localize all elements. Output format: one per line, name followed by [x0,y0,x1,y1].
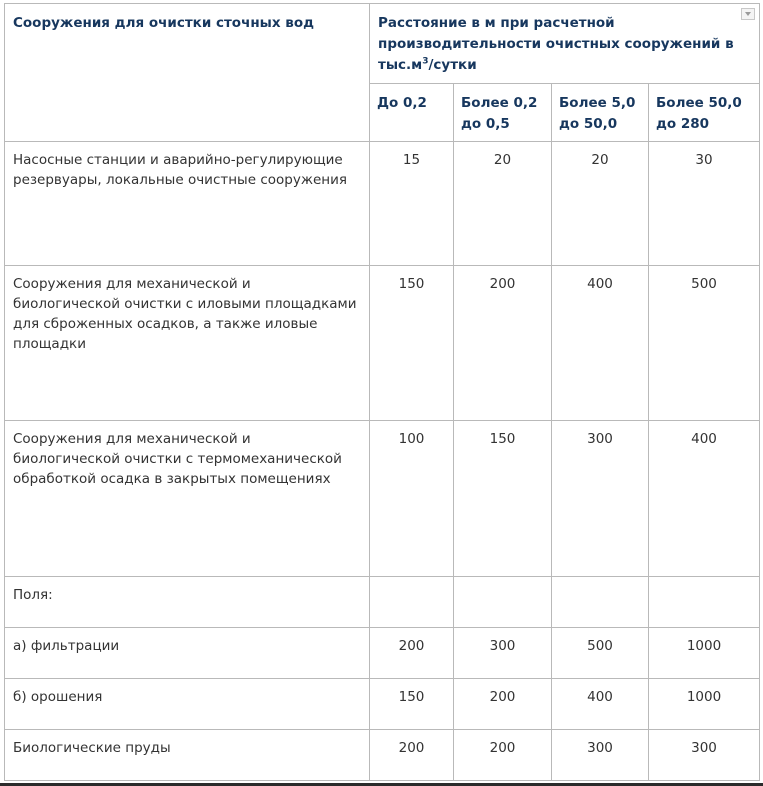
table-row [5,266,760,421]
row-value: 300 [649,730,760,781]
row-value: 200 [454,730,552,781]
row-value: 20 [552,142,649,266]
table-row [5,679,760,730]
header-row [5,4,760,84]
header-distance-group [370,4,760,84]
row-value: 30 [649,142,760,266]
row-value [454,577,552,628]
row-name: Поля: [5,577,370,628]
row-value: 150 [454,421,552,577]
sewage-distance-table [4,3,760,781]
row-value: 1000 [649,628,760,679]
row-value: 100 [370,421,454,577]
row-value: 500 [649,266,760,421]
row-name: Сооружения для механической и биологической очистки с иловыми площадками для сброженных осадков, а также иловые площадки [5,266,370,421]
row-name: Биологические пруды [5,730,370,781]
row-value: 200 [370,628,454,679]
row-value: 200 [454,266,552,421]
row-value: 20 [454,142,552,266]
row-name: б) орошения [5,679,370,730]
row-value: 400 [552,266,649,421]
row-name: а) фильтрации [5,628,370,679]
subheader-cell: Более 5,0 до 50,0 [552,84,649,142]
table-row [5,142,760,266]
row-value [552,577,649,628]
row-value [370,577,454,628]
row-value: 400 [552,679,649,730]
row-value: 400 [649,421,760,577]
dropdown-filter-icon[interactable] [741,8,755,20]
row-value: 200 [454,679,552,730]
row-value: 150 [370,679,454,730]
table-row [5,421,760,577]
row-value: 300 [552,421,649,577]
header-structures: Сооружения для очистки сточных вод [5,4,370,142]
row-value: 500 [552,628,649,679]
row-value: 200 [370,730,454,781]
header-distance-text: Расстояние в м при расчетной производительности очистных сооружений в тыс.м [378,15,734,73]
row-value: 300 [454,628,552,679]
row-value: 1000 [649,679,760,730]
table-row [5,577,760,628]
row-value: 300 [552,730,649,781]
subheader-cell: Более 0,2 до 0,5 [454,84,552,142]
row-value: 150 [370,266,454,421]
row-name: Сооружения для механической и биологической очистки с термомеханической обработкой осадка в закрытых помещениях [5,421,370,577]
table-row [5,730,760,781]
row-value: 15 [370,142,454,266]
header-distance-unit: /сутки [428,57,477,73]
subheader-cell: Более 50,0 до 280 [649,84,760,142]
table-row [5,628,760,679]
row-name: Насосные станции и аварийно-регулирующие резервуары, локальные очистные сооружения [5,142,370,266]
subheader-cell: До 0,2 [370,84,454,142]
header-distance-sup: 3 [422,56,429,67]
row-value [649,577,760,628]
